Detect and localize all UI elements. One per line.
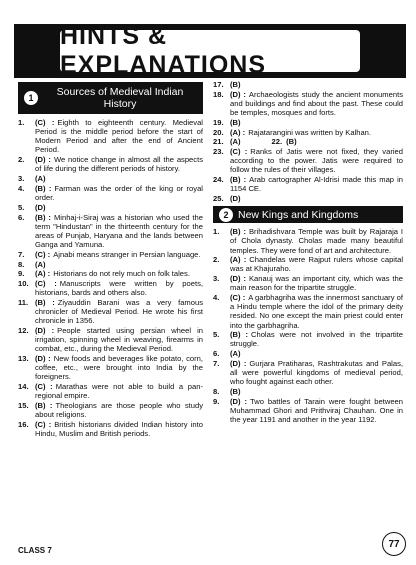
answer-option: (C) :: [230, 147, 248, 157]
answer-body: [230, 397, 403, 424]
explanation-text: Ajnabi means stranger in Persian language.: [53, 249, 201, 259]
answer-body: [230, 90, 403, 117]
answer-option: (D) :: [230, 274, 246, 284]
question-number: 25.: [213, 194, 224, 204]
explanation-text: Two battles of Tarain were fought between Muhammad Ghori and Prithviraj Chauhan. One in the year 1191 and another in the year 1192.: [230, 396, 403, 425]
question-number: 16.: [18, 419, 29, 429]
answer-item: [18, 401, 203, 419]
question-number: 1.: [213, 227, 220, 237]
answer-option: (D) :: [230, 396, 247, 406]
answer-body: [230, 147, 403, 174]
explanation-text: New foods and beverages like potato, corn, coffee, etc., were brought into India by the foreigners.: [35, 354, 203, 382]
answer-item: [18, 420, 203, 438]
answer-item: [18, 213, 203, 250]
answer-body: [35, 260, 203, 269]
section-header-sources: [18, 82, 203, 114]
answer-body: [35, 250, 203, 259]
answer-body: [35, 420, 203, 438]
answer-item: [18, 203, 203, 212]
answer-body: [35, 118, 203, 155]
section-header-kingdoms: [213, 206, 403, 223]
answer-item: [213, 194, 403, 203]
answer-item: [18, 155, 203, 173]
answer-body: [35, 298, 203, 325]
answer-option: (D) :: [230, 358, 247, 368]
answer-body: [230, 349, 403, 358]
answer-option: (C) :: [35, 118, 55, 127]
explanation-text: Theologians are those people who study about religions.: [35, 401, 204, 420]
question-number: 17.: [213, 80, 224, 89]
answer-item: [18, 184, 203, 202]
answer-body: [35, 279, 203, 297]
explanation-text: Manuscripts were written by poets, historians, bards and others also.: [35, 279, 203, 298]
answer-option: (D): [35, 202, 46, 212]
question-number: 2.: [18, 155, 25, 165]
answer-body: [230, 128, 403, 137]
answer-item: [213, 387, 403, 396]
answer-option: (B) :: [35, 401, 53, 410]
question-number: 4.: [213, 293, 220, 303]
answer-option: (A) :: [35, 269, 51, 279]
question-number: 6.: [213, 349, 220, 359]
answer-item: [213, 227, 403, 254]
answer-item: [213, 330, 403, 348]
question-number: 7.: [213, 358, 220, 368]
answer-item: [18, 298, 203, 325]
explanation-text: Arab cartographer Al-Idrisi made this map in 1154 CE.: [230, 175, 403, 194]
answer-item: [213, 147, 403, 174]
class-label: CLASS 7: [18, 546, 52, 555]
question-number: 11.: [18, 297, 29, 307]
answer-option: (B) :: [230, 330, 248, 340]
title-box: [60, 22, 360, 79]
explanation-text: British historians divided Indian history into Hindu, Muslim and British periods.: [35, 419, 203, 439]
explanation-text: Chandelas were Rajput rulers whose capital was at Khajuraho.: [230, 255, 403, 274]
answer-list-sources-end: [213, 147, 403, 203]
answer-item: [18, 118, 203, 155]
explanation-text: Ranks of Jatis were not fixed, they varied according to the power. Jatis were required to follow the rules of their villages.: [230, 147, 403, 175]
explanation-text: We notice change in almost all the aspects of life during the different periods of history.: [35, 155, 203, 174]
question-number: 10.: [18, 279, 29, 288]
left-column: [18, 80, 203, 439]
explanation-text: Kanauj was an important city, which was the main reason for the tripartite struggle.: [230, 274, 403, 293]
explanation-text: Farman was the order of the king or royal order.: [35, 183, 203, 203]
question-number: 5.: [18, 202, 25, 212]
answer-option: (B) :: [230, 175, 247, 185]
question-number: 12.: [18, 325, 29, 335]
question-number: 9.: [18, 269, 25, 279]
answer-option: (D) :: [35, 325, 55, 335]
answer-body: [35, 203, 203, 212]
question-number: 7.: [18, 249, 25, 259]
answer-body: [230, 255, 403, 273]
answer-option: (B): [230, 80, 241, 89]
answer-item: [213, 397, 403, 424]
answer-option: (C) :: [230, 293, 246, 303]
answer-option: (D) :: [230, 89, 246, 99]
answer-option: (D) :: [35, 354, 51, 364]
answer-option: (A): [230, 349, 241, 359]
answer-body: [230, 387, 403, 396]
explanation-text: People started using persian wheel in irrigation, spinning wheel in weaving, firearms in combat, etc., during the Medieval Period.: [35, 325, 203, 354]
answer-item: [213, 293, 403, 330]
answer-option: (B): [286, 137, 297, 147]
answer-option: (B) :: [35, 183, 52, 193]
answer-option: (A) :: [230, 255, 247, 265]
explanation-text: Minhaj-i-Siraj was a historian who used the term "Hindustan" in the thirteenth century for the areas of Punjab, Haryana and the lands between Ganga and Yamuna.: [35, 212, 203, 249]
answer-option: (C) :: [35, 279, 57, 288]
answer-option: (B) :: [35, 212, 51, 222]
question-number: 2.: [213, 255, 220, 265]
answer-option: (D): [230, 194, 241, 204]
answer-body: [230, 293, 403, 330]
answer-item: [213, 80, 403, 89]
answer-body: [35, 354, 203, 381]
answer-item: [213, 175, 403, 193]
question-number: 20.: [213, 127, 224, 137]
answer-body: [35, 269, 203, 278]
answer-item: [18, 382, 203, 400]
answer-body: [35, 184, 203, 202]
answer-option: (C) :: [35, 382, 53, 392]
answer-body: [230, 175, 403, 193]
answer-item: [213, 137, 403, 146]
question-number: 1.: [18, 118, 25, 127]
answer-body: [230, 80, 403, 89]
question-number: 9.: [213, 396, 220, 406]
question-number: 22.: [271, 137, 283, 147]
answer-option: (B) :: [230, 227, 246, 237]
answer-item: [18, 260, 203, 269]
explanation-text: A garbhagriha was the innermost sanctuary of a Hindu temple where the idol of the primary deity resided. No one except the main priest could enter into the garbhagriha.: [230, 293, 403, 330]
answer-body: [230, 227, 403, 254]
question-number: 5.: [213, 330, 220, 340]
answer-option: (D) :: [35, 155, 51, 165]
explanation-text: Gurjara Pratiharas, Rashtrakutas and Palas, all were powerful kingdoms of medieval period, who fought against each other.: [230, 358, 403, 387]
answer-body: [35, 326, 203, 353]
answer-body: [230, 359, 403, 386]
section-title: New Kings and Kingdoms: [238, 208, 359, 221]
answer-option: (C) :: [35, 249, 51, 259]
explanation-text: Rajatarangini was written by Kalhan.: [248, 127, 372, 137]
answer-list-sources-continued: [213, 80, 403, 137]
question-number: 19.: [213, 117, 224, 127]
answer-option: (A): [35, 174, 46, 184]
answer-body: [230, 274, 403, 292]
answer-option: (B) :: [35, 297, 55, 307]
answer-body: [35, 382, 203, 400]
answer-item: [213, 118, 403, 127]
answer-item: [18, 174, 203, 183]
question-number: 8.: [213, 387, 220, 396]
answer-option: (B): [230, 117, 241, 127]
explanation-text: Ziyauddin Barani was a very famous chronicler of Medieval Period. He wrote his first chronicle in 1356.: [35, 297, 203, 326]
title-banner: [14, 24, 406, 78]
answer-item: [18, 354, 203, 381]
answer-item: [18, 269, 203, 278]
page-title: HINTS & EXPLANATIONS: [60, 22, 266, 79]
question-number: 15.: [18, 401, 29, 410]
question-number: 18.: [213, 89, 224, 99]
question-number: 14.: [18, 382, 29, 392]
explanation-text: Historians do not rely much on folk tales.: [53, 269, 190, 279]
answer-item: [213, 90, 403, 117]
answer-body: [230, 194, 403, 203]
explanation-text: Marathas were not able to build a pan-regional empire.: [35, 382, 203, 401]
question-number: 24.: [213, 175, 224, 185]
question-number: 3.: [18, 174, 25, 184]
answer-body: [35, 174, 203, 183]
explanation-text: Archaeologists study the ancient monuments and buildings and find about the past. These could be temples, mosques and forts.: [230, 89, 403, 118]
answer-body: [35, 213, 203, 250]
explanation-text: Eighth to eighteenth century. Medieval Period is the middle period before the start of Modern Period and after the end of Ancient Period.: [35, 118, 203, 155]
question-number: 23.: [213, 147, 224, 157]
question-number: 6.: [18, 212, 25, 222]
explanation-text: Cholas were not involved in the tripartite struggle.: [230, 330, 403, 349]
answer-item: [213, 128, 403, 137]
answer-option: (A) :: [230, 127, 246, 137]
answer-body: [35, 401, 203, 419]
question-number: 3.: [213, 274, 220, 284]
answer-item: [213, 349, 403, 358]
page-number: 77: [382, 532, 406, 556]
answer-option: (A): [230, 137, 241, 147]
answer-item: [213, 255, 403, 273]
answer-item: [18, 279, 203, 297]
section-number-badge: 1: [24, 91, 38, 105]
answer-option: (C) :: [35, 419, 52, 429]
right-column: [213, 80, 403, 425]
explanation-text: Brihadishvara Temple was built by Rajaraja I of Chola dynasty. Cholas made many beautiful temples. They were fond of art and architecture.: [230, 227, 404, 255]
answer-option: (A): [35, 259, 46, 269]
answer-list-sources: [18, 118, 203, 438]
question-number: 8.: [18, 259, 25, 269]
question-number: 21.: [213, 137, 224, 147]
answer-item: [18, 250, 203, 259]
section-title: Sources of Medieval Indian History: [56, 86, 184, 110]
answer-body: [35, 155, 203, 173]
answer-item: [213, 359, 403, 386]
answer-body: [230, 330, 403, 348]
question-number: 13.: [18, 354, 29, 364]
answer-body: [230, 118, 403, 127]
answer-item: [213, 274, 403, 292]
section-number-badge: 2: [219, 208, 233, 222]
answer-list-kingdoms: [213, 227, 403, 424]
answer-option: (B): [230, 387, 241, 396]
question-number: 4.: [18, 183, 25, 193]
answer-item: [18, 326, 203, 353]
